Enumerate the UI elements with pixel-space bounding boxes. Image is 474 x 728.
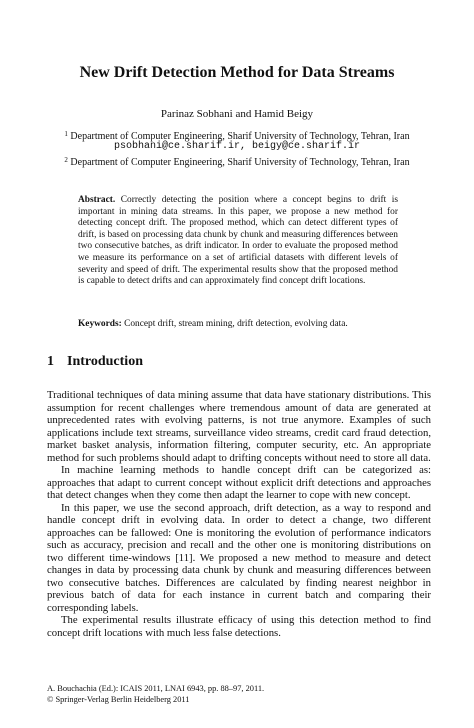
affiliation-text: Department of Computer Engineering, Sharif University of Technology, Tehran, Iran bbox=[70, 157, 410, 168]
copyright-line: © Springer-Verlag Berlin Heidelberg 2011 bbox=[47, 695, 190, 704]
paper-title: New Drift Detection Method for Data Streams bbox=[79, 64, 395, 81]
paragraph: Traditional techniques of data mining assume that data have stationary distributions. This assumption for recent challenges where tremendous amount of data are generated at unprecedented rates with evolving patterns, is not true anymore. Examples of such applications include text streams, surveillance video streams, credit card fraud detection, market basket analysis, information filtering, computer security, etc. An appropriate method for such problems should adapt to drifting concepts without need to store all data. bbox=[47, 389, 431, 464]
paragraph: In machine learning methods to handle concept drift can be categorized as: approaches that adapt to current concept without explicit drift detections and approaches that detect changes when they come then adapt the learner to cope with new concept. bbox=[47, 464, 431, 501]
paragraph: The experimental results illustrate efficacy of using this detection method to find concept drift locations with much less false detections. bbox=[47, 614, 431, 639]
section-heading bbox=[47, 353, 143, 371]
section-body bbox=[47, 389, 431, 639]
page-footer bbox=[47, 683, 264, 705]
affiliation-2 bbox=[40, 154, 434, 169]
section-title: Introduction bbox=[67, 354, 143, 369]
paper-authors: Parinaz Sobhani and Hamid Beigy bbox=[160, 108, 314, 120]
abstract-label: Abstract. bbox=[78, 195, 116, 205]
section-number: 1 bbox=[47, 354, 54, 369]
affiliation-marker: 1 bbox=[64, 130, 68, 138]
keywords-label: Keywords: bbox=[78, 319, 122, 329]
author-emails: psobhani@ce.sharif.ir, beigy@ce.sharif.ir bbox=[113, 141, 361, 152]
citation-line: A. Bouchachia (Ed.): ICAIS 2011, LNAI 6943, pp. 88–97, 2011. bbox=[47, 684, 265, 693]
abstract bbox=[78, 195, 398, 288]
keywords bbox=[78, 319, 398, 331]
paragraph: In this paper, we use the second approach, drift detection, as a way to respond and handle concept drift in evolving data. In order to detect a change, two different approaches can be fallowed: One is monitoring the evolution of performance indicators such as accuracy, precision and recall and the other one is monitoring distributions on two different time-windows [11]. We proposed a new method to measure and detect changes in data by processing data chunk by chunk and measuring differences between two consecutive batches. Differences are calculated by finding nearest neighbor in previous batch of data for each instance in current batch and comparing their corresponding labels. bbox=[47, 501, 431, 614]
keywords-text: Concept drift, stream mining, drift detection, evolving data. bbox=[124, 319, 348, 329]
affiliation-text: Department of Computer Engineering, Sharif University of Technology, Tehran, Iran bbox=[70, 131, 410, 142]
affiliation-marker: 2 bbox=[64, 156, 68, 164]
abstract-text: Correctly detecting the position where a concept begins to drift is important in mining data streams. In this paper, we propose a new method for detecting concept drift. The proposed method, which can detect different types of drift, is based on processing data chunk by chunk and measuring differences between two consecutive batches, as drift indicator. In order to evaluate the proposed method we measure its performance on a set of artificial datasets with different levels of severity and speed of drift. The experimental results show that the proposed method is capable to detect drifts and can approximately find concept drift locations. bbox=[78, 195, 398, 287]
